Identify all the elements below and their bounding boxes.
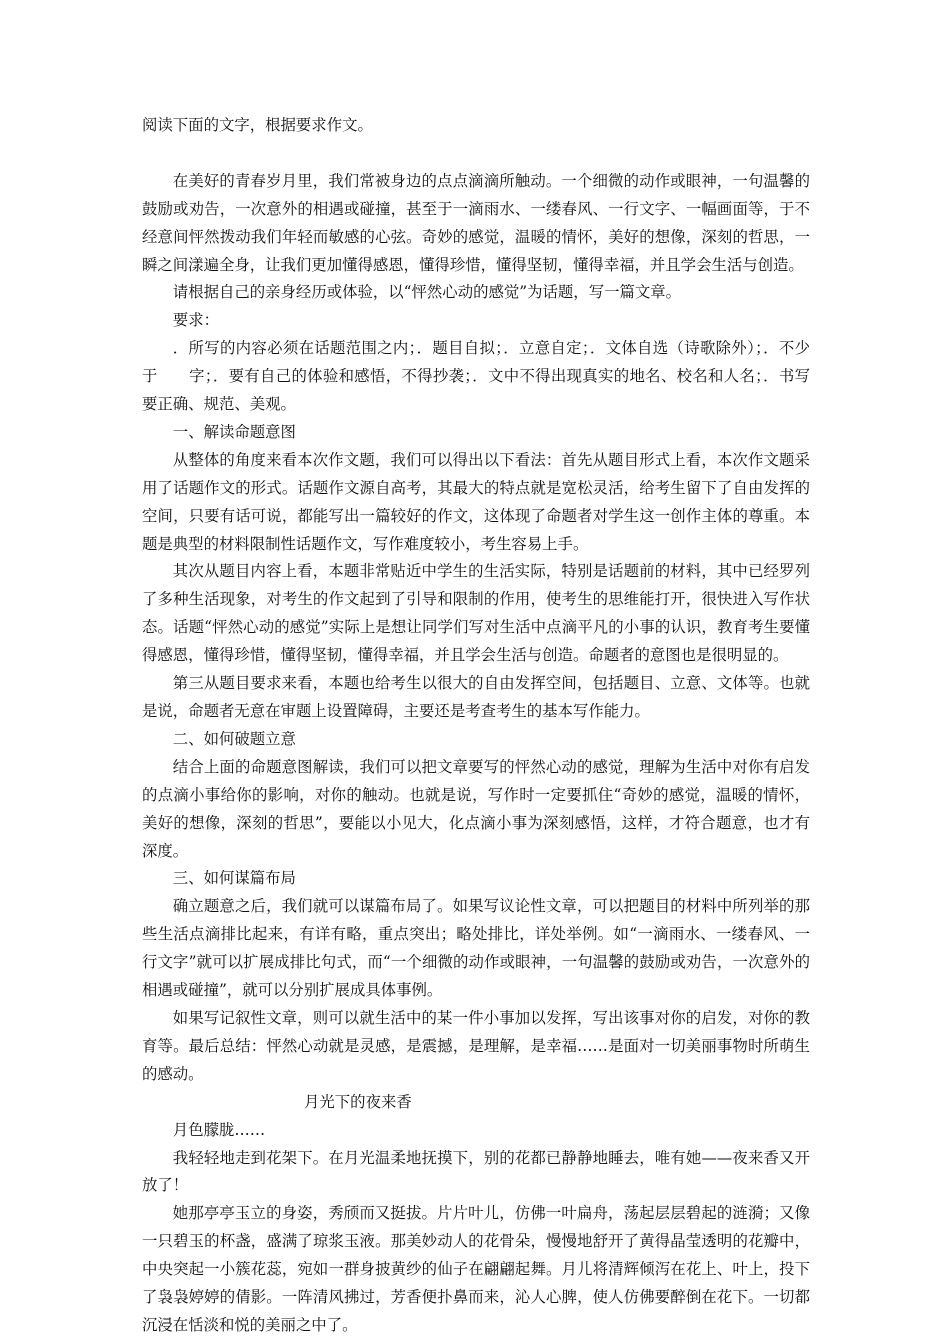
blank-line [142, 140, 810, 168]
task-paragraph: 请根据自己的亲身经历或体验，以“怦然心动的感觉”为话题，写一篇文章。 [172, 283, 682, 302]
story-title: 月光下的夜来香 [304, 1092, 412, 1111]
material-paragraph: 在美好的青春岁月里，我们常被身边的点点滴滴所触动。一个细微的动作或眼神，一句温馨的鼓励或劝告，一次意外的相遇或碰撞，甚至于一滴雨水、一缕春风、一行文字、一幅画面等，于不经意间怦然拨动我们年轻而敏感的心弦。奇妙的感觉，温暖的情怀，美好的想像，深刻的哲思，一瞬之间漾遍全身，让我们更加懂得感恩，懂得珍惜，懂得坚韧，懂得幸福，并且学会生活与创造。 [142, 171, 810, 274]
intent-paragraph-1: 从整体的角度来看本次作文题，我们可以得出以下看法：首先从题目形式上看，本次作文题采用了话题作文的形式。话题作文源自高考，其最大的特点就是宽松灵活，给考生留下了自由发挥的空间，只要有话可说，都能写出一篇较好的作文，这体现了命题者对学生这一创作主体的尊重。本题是典型的材料限制性话题作文，写作难度较小，考生容易上手。 [142, 450, 810, 553]
structure-paragraph-2: 如果写记叙性文章，则可以就生活中的某一件小事加以发挥，写出该事对你的启发，对你的教育等。最后总结：怦然心动就是灵感，是震撼，是理解，是幸福……是面对一切美丽事物时所萌生的感动。 [142, 1008, 810, 1083]
document-body [142, 112, 810, 1340]
story-paragraph-3: 她那亭亭玉立的身姿，秀颀而又挺拔。片片叶儿，仿佛一叶扁舟，荡起层层碧起的涟漪；又像一只碧玉的杯盏，盛满了琼浆玉液。那美妙动人的花骨朵，慢慢地舒开了黄得晶莹透明的花瓣中，中央突起一小簇花蕊，宛如一群身披黄纱的仙子在翩翩起舞。月儿将清辉倾泻在花上、叶上，投下了袅袅婷婷的倩影。一阵清风拂过，芳香便扑鼻而来，沁人心脾，使人仿佛要醉倒在花下。一切都沉浸在恬淡和悦的美丽之中了。 [142, 1204, 810, 1334]
theme-paragraph: 结合上面的命题意图解读，我们可以把文章要写的怦然心动的感觉，理解为生活中对你有启发的点滴小事给你的影响，对你的触动。也就是说，写作时一定要抓住“奇妙的感觉，温暖的情怀，美好的想像，深刻的哲思”，要能以小见大，化点滴小事为深刻感悟，这样，才符合题意，也才有深度。 [142, 757, 810, 860]
intent-paragraph-2: 其次从题目内容上看，本题非常贴近中学生的生活实际，特别是话题前的材料，其中已经罗列了多种生活现象，对考生的作文起到了引导和限制的作用，使考生的思维能打开，很快进入写作状态。话题“怦然心动的感觉”实际上是想让同学们写对生活中点滴平凡的小事的认识，教育考生要懂得感恩，懂得珍惜，懂得坚韧，懂得幸福，并且学会生活与创造。命题者的意图也是很明显的。 [142, 562, 810, 665]
section-heading-theme: 二、如何破题立意 [172, 729, 296, 748]
section-heading-structure: 三、如何谋篇布局 [172, 869, 296, 888]
structure-paragraph-1: 确立题意之后，我们就可以谋篇布局了。如果写议论性文章，可以把题目的材料中所列举的那些生活点滴排比起来，有详有略，重点突出；略处排比，详处举例。如“一滴雨水、一缕春风、一行文字”就可以扩展成排比句式，而“一个细微的动作或眼神，一句温馨的鼓励或劝告，一次意外的相遇或碰撞”，就可以分别扩展成具体事例。 [142, 897, 810, 1000]
section-heading-intent: 一、解读命题意图 [172, 422, 296, 441]
requirements-label: 要求： [172, 311, 219, 330]
intent-paragraph-3: 第三从题目要求来看，本题也给考生以很大的自由发挥空间，包括题目、立意、文体等。也就是说，命题者无意在审题上设置障碍，主要还是考查考生的基本写作能力。 [142, 674, 810, 721]
story-paragraph-1: 月色朦胧…… [172, 1120, 266, 1139]
requirements-list: ．所写的内容必须在话题范围之内；．题目自拟；．立意自定；．文体自选（诗歌除外）；．不少于 字；．要有自己的体验和感悟，不得抄袭；．文中不得出现真实的地名、校名和人名；．书写要正确、规范、美观。 [142, 339, 810, 414]
intro-line: 阅读下面的文字，根据要求作文。 [142, 116, 373, 134]
story-paragraph-2: 我轻轻地走到花架下。在月光温柔地抚摸下，别的花都已静静地睡去，唯有她——夜来香又开放了！ [142, 1148, 810, 1195]
